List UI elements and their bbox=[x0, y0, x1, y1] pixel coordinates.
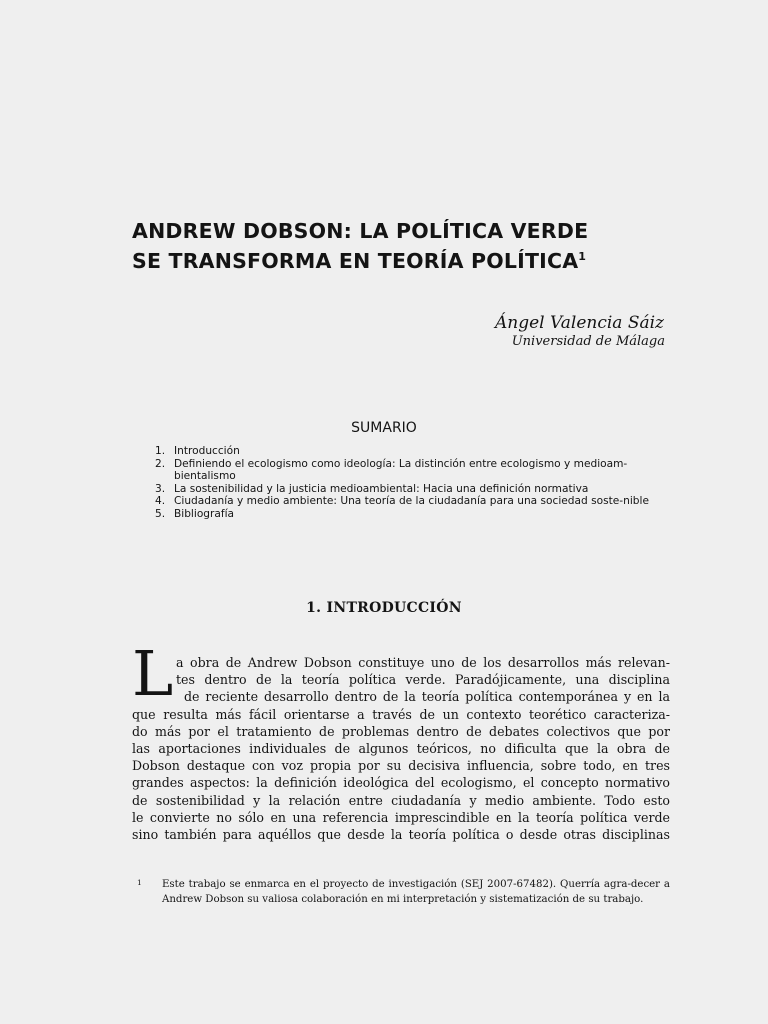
body-line: tes dentro de la teoría política verde. Paradójicamente, una disciplina bbox=[176, 672, 670, 688]
section-heading: 1. INTRODUCCIÓN bbox=[306, 600, 462, 616]
footnote-mark: 1 bbox=[137, 878, 142, 887]
body-paragraph bbox=[132, 654, 670, 843]
sumario-list bbox=[155, 445, 670, 521]
sumario-item-text: Ciudadanía y medio ambiente: Una teoría de la ciudadanía para una sociedad soste-nible bbox=[174, 495, 649, 508]
title-line-2: SE TRANSFORMA EN TEORÍA POLÍTICA bbox=[132, 249, 579, 273]
drop-cap: L bbox=[132, 637, 174, 710]
body-line: Dobson destaque con voz propia por su decisiva influencia, sobre todo, en tres bbox=[132, 758, 670, 774]
body-line: a obra de Andrew Dobson constituye uno de los desarrollos más relevan- bbox=[176, 655, 670, 670]
title-line-1: ANDREW DOBSON: LA POLÍTICA VERDE bbox=[132, 219, 589, 243]
sumario-item bbox=[155, 445, 670, 458]
sumario-heading: SUMARIO bbox=[351, 420, 417, 436]
body-line: las aportaciones individuales de algunos teóricos, no dificulta que la obra de bbox=[132, 741, 670, 757]
sumario-item-number: 4. bbox=[155, 495, 166, 508]
sumario-item bbox=[155, 495, 670, 508]
author-name: Ángel Valencia Sáiz bbox=[495, 313, 664, 333]
title-footnote-ref: 1 bbox=[578, 250, 587, 263]
body-line: grandes aspectos: la definición ideológica del ecologismo, el concepto normativo bbox=[132, 775, 670, 791]
body-line: que resulta más fácil orientarse a través de un contexto teorético caracteriza- bbox=[132, 706, 670, 722]
sumario-item-text: La sostenibilidad y la justicia medioambiental: Hacia una definición normativa bbox=[174, 482, 589, 495]
footnote bbox=[137, 878, 670, 907]
body-line: le convierte no sólo en una referencia imprescindible en la teoría política verde bbox=[132, 809, 670, 825]
sumario-item-text: Introducción bbox=[174, 445, 240, 457]
sumario-item-number: 2. bbox=[155, 457, 166, 470]
sumario-item bbox=[155, 508, 670, 521]
sumario-item-number: 5. bbox=[155, 507, 166, 520]
author-affiliation: Universidad de Málaga bbox=[511, 334, 665, 349]
sumario-item bbox=[155, 483, 670, 496]
body-line: do más por el tratamiento de problemas dentro de debates colectivos que por bbox=[132, 723, 670, 739]
body-line: sino también para aquéllos que desde la teoría política o desde otras disciplinas bbox=[132, 827, 670, 843]
body-line: de reciente desarrollo dentro de la teoría política contemporánea y en la bbox=[184, 689, 670, 705]
sumario-item-number: 3. bbox=[155, 482, 166, 495]
sumario-item-number: 1. bbox=[155, 445, 166, 457]
article-title bbox=[132, 218, 692, 274]
sumario-item-text: Bibliografía bbox=[174, 507, 235, 520]
body-line: de sostenibilidad y la relación entre ciudadanía y medio ambiente. Todo esto bbox=[132, 792, 670, 808]
sumario-item-text: Definiendo el ecologismo como ideología: La distinción entre ecologismo y medioam-bientalismo bbox=[174, 457, 628, 483]
footnote-text: Este trabajo se enmarca en el proyecto de investigación (SEJ 2007-67482). Querría agra-decer a Andrew Dobson su valiosa colaboración en mi interpretación y sistematización de su trabajo. bbox=[162, 879, 670, 905]
sumario-item bbox=[155, 458, 670, 483]
